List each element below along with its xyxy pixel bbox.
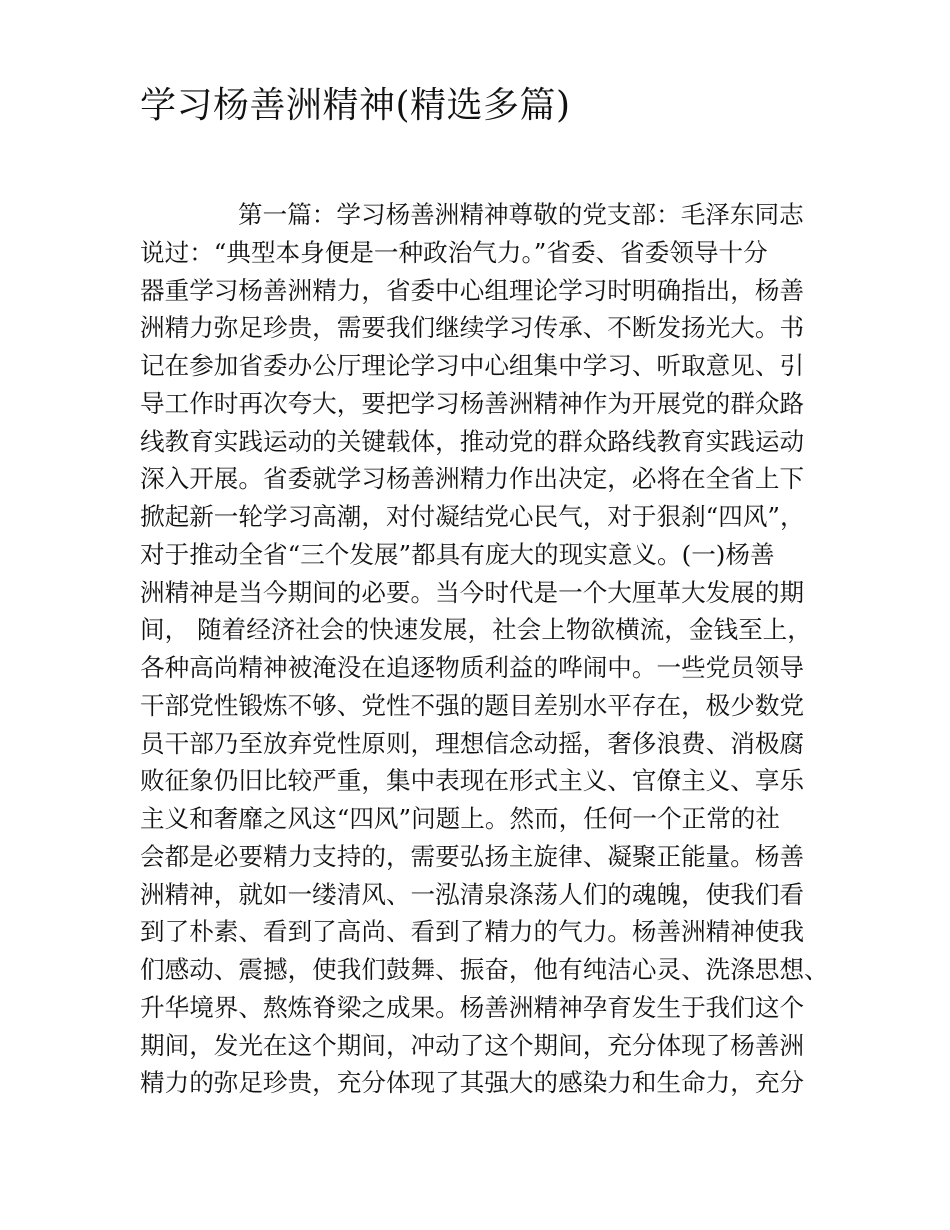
body-line: 深入开展。省委就学习杨善洲精力作出决定，必将在全省上下 xyxy=(140,464,805,494)
body-line: 掀起新一轮学习高潮，对付凝结党心民气，对于狠刹“四风”， xyxy=(140,502,805,531)
body-line: 员干部乃至放弃党性原则，理想信念动摇，奢侈浪费、消极腐 xyxy=(140,728,805,758)
body-line: 线教育实践运动的关键载体，推动党的群众路线教育实践运动 xyxy=(140,426,805,456)
body-line: 洲精力弥足珍贵，需要我们继续学习传承、不断发扬光大。书 xyxy=(140,313,805,343)
body-line: 各种高尚精神被淹没在追逐物质利益的哗闹中。一些党员领导 xyxy=(140,653,805,682)
body-line: 洲精神是当今期间的必要。当今时代是一个大厘革大发展的期 xyxy=(140,577,805,607)
document-title: 学习杨善洲精神(精选多篇) xyxy=(140,85,571,126)
body-line: 器重学习杨善洲精力，省委中心组理论学习时明确指出，杨善 xyxy=(140,275,805,305)
body-line: 干部党性锻炼不够、党性不强的题目差别水平存在，极少数党 xyxy=(140,690,805,720)
body-line: 记在参加省委办公厅理论学习中心组集中学习、听取意见、引 xyxy=(140,351,805,380)
body-line: 败征象仍旧比较严重，集中表现在形式主义、官僚主义、享乐 xyxy=(140,766,805,796)
body-line: 升华境界、熬炼脊梁之成果。杨善洲精神孕育发生于我们这个 xyxy=(140,992,805,1022)
body-line: 说过：“典型本身便是一种政治气力。”省委、省委领导十分 xyxy=(140,237,768,267)
document-body xyxy=(140,196,830,1102)
body-line: 到了朴素、看到了高尚、看到了精力的气力。杨善洲精神使我 xyxy=(140,917,805,947)
body-line: 们感动、震撼，使我们鼓舞、振奋，他有纯洁心灵、洗涤思想、 xyxy=(140,955,829,984)
body-line: 主义和奢靡之风这“四风”问题上。然而，任何一个正常的社 xyxy=(140,804,780,833)
body-line: 导工作时再次夸大，要把学习杨善洲精神作为开展党的群众路 xyxy=(140,388,805,418)
body-line: 会都是必要精力支持的，需要弘扬主旋律、凝聚正能量。杨善 xyxy=(140,841,805,871)
body-line: 期间，发光在这个期间，冲动了这个期间，充分体现了杨善洲 xyxy=(140,1030,805,1060)
body-line: 第一篇：学习杨善洲精神尊敬的党支部：毛泽东同志 xyxy=(238,200,804,229)
body-line: 精力的弥足珍贵，充分体现了其强大的感染力和生命力，充分 xyxy=(140,1068,805,1098)
body-line: 洲精神，就如一缕清风、一泓清泉涤荡人们的魂魄，使我们看 xyxy=(140,879,805,909)
body-line: 对于推动全省“三个发展”都具有庞大的现实意义。(一)杨善 xyxy=(140,539,775,569)
body-line: 间， 随着经济社会的快速发展，社会上物欲横流，金钱至上， xyxy=(140,615,812,645)
